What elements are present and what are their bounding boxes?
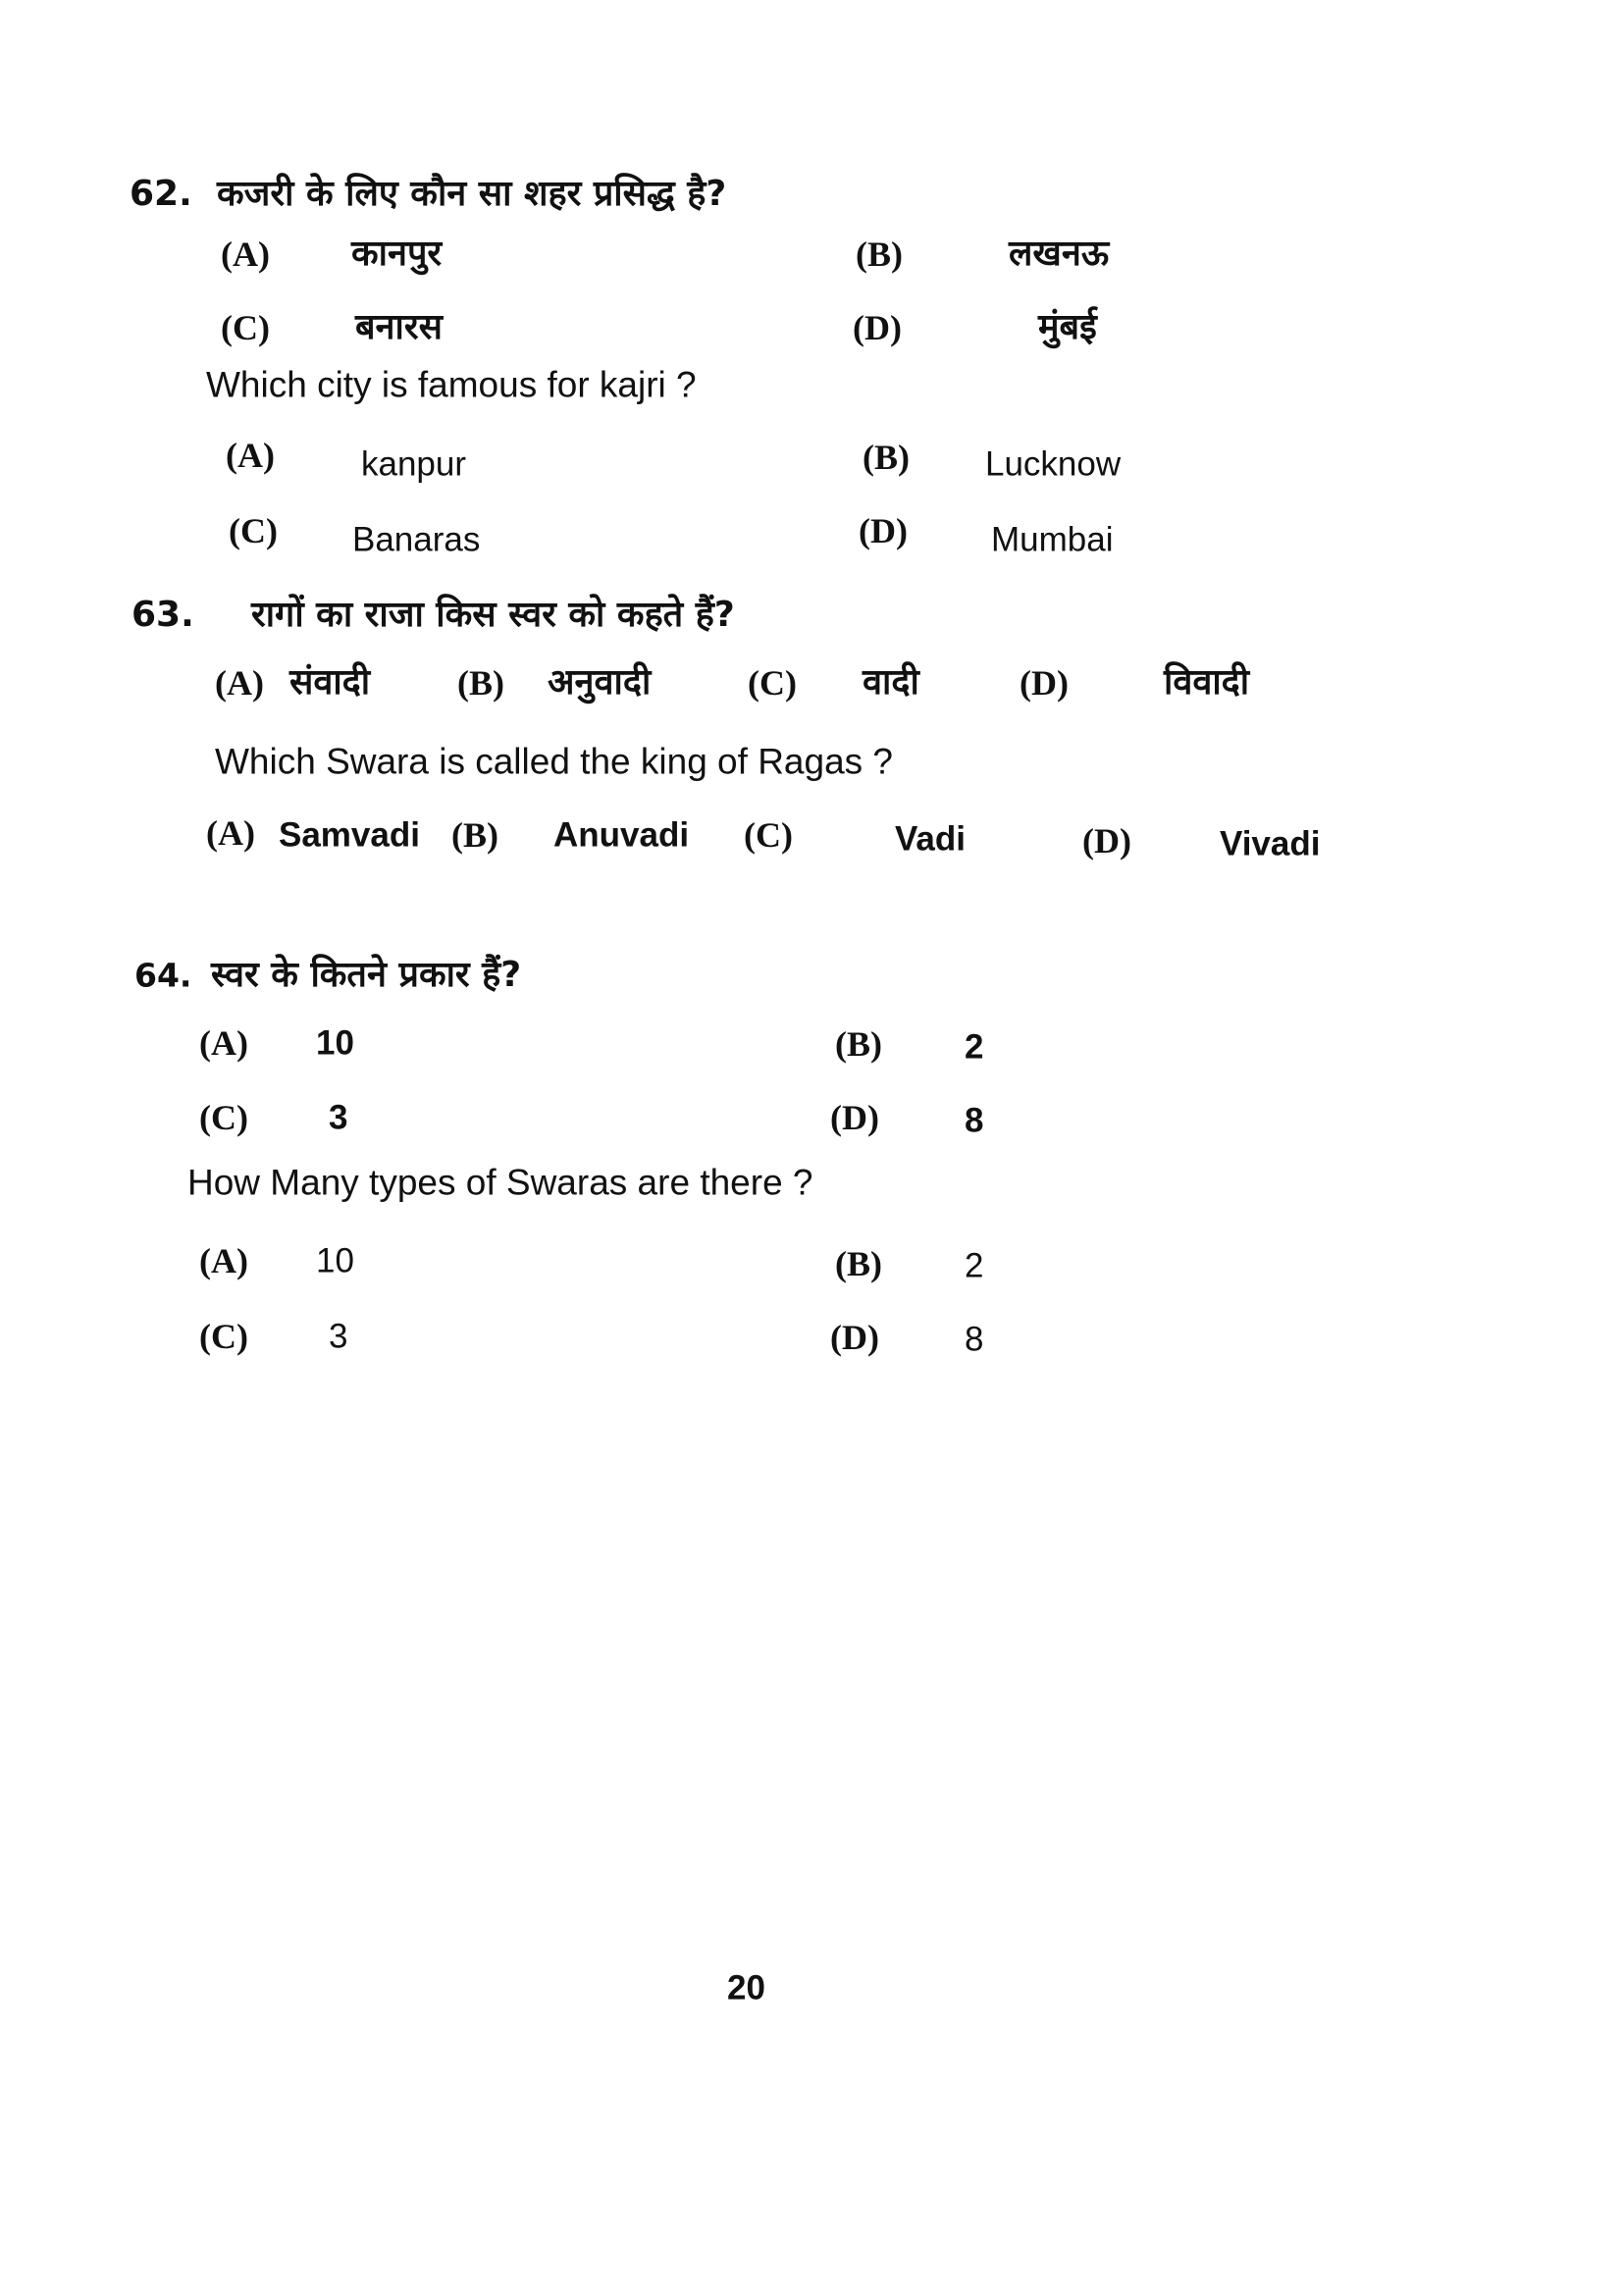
option-label-a: (A) xyxy=(206,813,255,853)
question-number: 64. xyxy=(134,956,192,995)
question-text-hindi: रागों का राजा किस स्वर को कहते हैं? xyxy=(251,595,735,635)
option-b-english: Lucknow xyxy=(985,444,1122,484)
question-text-hindi: स्वर के कितने प्रकार हैं? xyxy=(211,955,522,995)
option-d-english: Vivadi xyxy=(1220,824,1321,863)
option-b-english: 2 xyxy=(965,1246,984,1285)
option-label-b: (B) xyxy=(856,235,903,274)
option-label-c: (C) xyxy=(199,1098,248,1137)
option-c-english: Banaras xyxy=(352,520,481,559)
option-a-english: kanpur xyxy=(361,444,467,484)
question-text-hindi: कजरी के लिए कौन सा शहर प्रसिद्ध है? xyxy=(217,174,727,214)
option-b-hindi: 2 xyxy=(965,1027,984,1067)
option-a-hindi: कानपुर xyxy=(351,234,443,274)
option-label-d: (D) xyxy=(830,1318,879,1357)
option-a-hindi: 10 xyxy=(316,1023,354,1063)
option-label-c: (C) xyxy=(744,815,793,855)
option-label-b: (B) xyxy=(863,438,910,477)
option-label-c: (C) xyxy=(199,1317,248,1356)
option-c-hindi: 3 xyxy=(329,1098,348,1137)
option-label-a: (A) xyxy=(221,235,270,274)
option-d-hindi: 8 xyxy=(965,1101,984,1140)
option-label-c: (C) xyxy=(748,663,797,703)
option-c-english: Vadi xyxy=(895,819,966,859)
option-b-hindi: अनुवादी xyxy=(548,662,652,703)
option-label-b: (B) xyxy=(835,1244,882,1283)
page-number: 20 xyxy=(727,1968,765,2008)
option-c-hindi: वादी xyxy=(863,662,919,703)
option-a-english: Samvadi xyxy=(279,815,420,855)
option-label-a: (A) xyxy=(215,663,264,703)
option-label-b: (B) xyxy=(457,663,504,703)
question-text-english: Which city is famous for kajri ? xyxy=(206,364,697,405)
option-label-d: (D) xyxy=(1082,821,1131,861)
question-number: 63. xyxy=(131,595,194,635)
option-label-d: (D) xyxy=(859,511,908,550)
option-label-c: (C) xyxy=(221,308,270,347)
option-label-d: (D) xyxy=(853,308,902,347)
option-d-hindi: विवादी xyxy=(1164,662,1250,703)
option-label-a: (A) xyxy=(199,1241,248,1280)
option-a-english: 10 xyxy=(316,1241,354,1280)
question-number: 62. xyxy=(130,174,192,214)
option-d-english: 8 xyxy=(965,1320,984,1359)
option-c-hindi: बनारस xyxy=(355,307,443,347)
option-label-d: (D) xyxy=(1020,663,1069,703)
option-c-english: 3 xyxy=(329,1317,348,1356)
option-label-a: (A) xyxy=(226,436,275,475)
option-b-english: Anuvadi xyxy=(553,815,690,855)
question-text-english: Which Swara is called the king of Ragas ? xyxy=(215,741,894,782)
option-b-hindi: लखनऊ xyxy=(1009,234,1110,274)
option-d-english: Mumbai xyxy=(991,520,1114,559)
option-label-b: (B) xyxy=(451,815,498,855)
question-text-english: How Many types of Swaras are there ? xyxy=(187,1162,813,1203)
option-label-b: (B) xyxy=(835,1024,882,1064)
option-label-a: (A) xyxy=(199,1023,248,1063)
option-a-hindi: संवादी xyxy=(289,662,371,703)
option-d-hindi: मुंबई xyxy=(1038,307,1097,347)
option-label-c: (C) xyxy=(229,511,278,550)
option-label-d: (D) xyxy=(830,1098,879,1137)
